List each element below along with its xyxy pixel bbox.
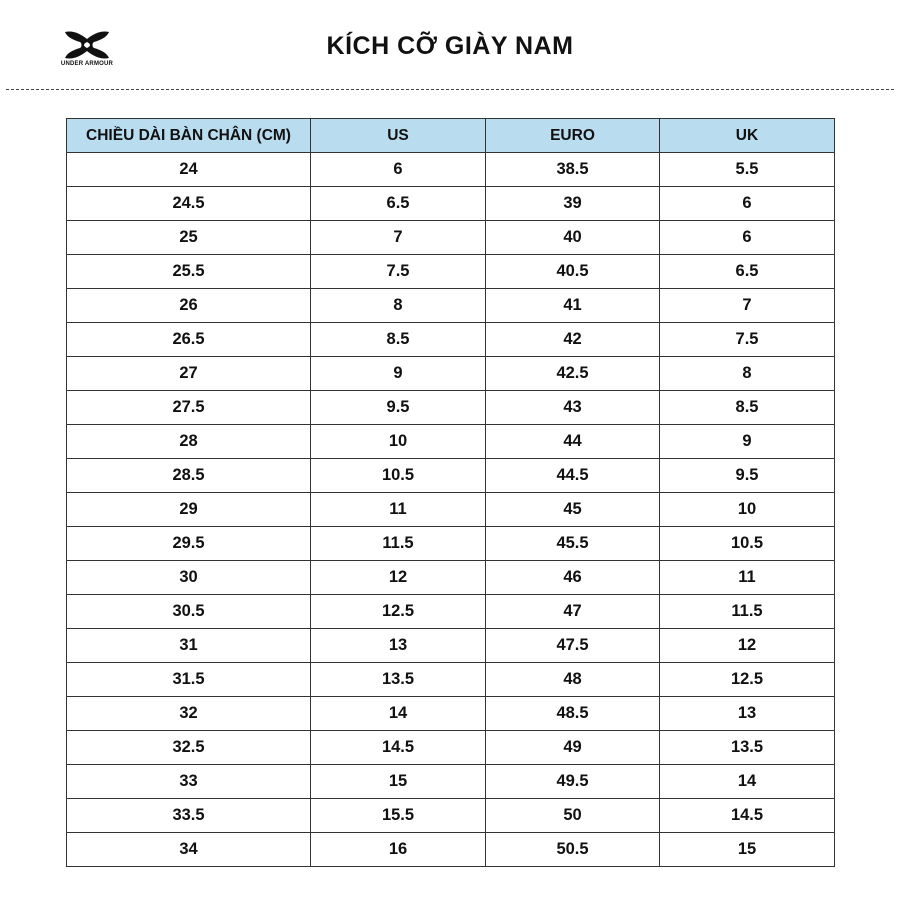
table-cell: 6 (660, 221, 835, 255)
table-row (67, 561, 835, 595)
table-row (67, 323, 835, 357)
table-cell: 13 (311, 629, 486, 663)
table-cell: 6 (660, 187, 835, 221)
table-row (67, 629, 835, 663)
table-row (67, 731, 835, 765)
column-header: EURO (486, 119, 660, 153)
table-cell: 50 (486, 799, 660, 833)
table-row (67, 289, 835, 323)
table-cell: 43 (486, 391, 660, 425)
table-cell: 10 (311, 425, 486, 459)
page-title: KÍCH CỠ GIÀY NAM (326, 32, 574, 60)
table-cell: 14 (311, 697, 486, 731)
table-cell: 5.5 (660, 153, 835, 187)
table-cell: 6.5 (660, 255, 835, 289)
brand-name: UNDER ARMOUR (60, 61, 114, 67)
table-cell: 44.5 (486, 459, 660, 493)
column-header: CHIỀU DÀI BÀN CHÂN (CM) (67, 119, 311, 153)
table-cell: 45 (486, 493, 660, 527)
table-cell: 12 (311, 561, 486, 595)
table-cell: 28 (67, 425, 311, 459)
table-cell: 44 (486, 425, 660, 459)
table-row (67, 833, 835, 867)
table-cell: 7 (660, 289, 835, 323)
table-cell: 10.5 (311, 459, 486, 493)
table-cell: 8 (311, 289, 486, 323)
table-cell: 6.5 (311, 187, 486, 221)
table-cell: 49.5 (486, 765, 660, 799)
table-cell: 7.5 (660, 323, 835, 357)
table-cell: 32.5 (67, 731, 311, 765)
table-row (67, 765, 835, 799)
table-cell: 48.5 (486, 697, 660, 731)
table-cell: 39 (486, 187, 660, 221)
table-cell: 10 (660, 493, 835, 527)
table-cell: 25 (67, 221, 311, 255)
table-cell: 33 (67, 765, 311, 799)
table-cell: 45.5 (486, 527, 660, 561)
table-cell: 12 (660, 629, 835, 663)
table-cell: 24.5 (67, 187, 311, 221)
table-cell: 24 (67, 153, 311, 187)
table-row (67, 595, 835, 629)
table-cell: 11 (660, 561, 835, 595)
table-cell: 31.5 (67, 663, 311, 697)
table-row (67, 357, 835, 391)
table-cell: 14.5 (660, 799, 835, 833)
table-cell: 14 (660, 765, 835, 799)
table-cell: 26.5 (67, 323, 311, 357)
table-cell: 40.5 (486, 255, 660, 289)
table-cell: 12.5 (311, 595, 486, 629)
table-cell: 13.5 (311, 663, 486, 697)
table-cell: 49 (486, 731, 660, 765)
table-row (67, 255, 835, 289)
table-cell: 15.5 (311, 799, 486, 833)
table-cell: 9.5 (660, 459, 835, 493)
table-cell: 29 (67, 493, 311, 527)
table-cell: 11.5 (311, 527, 486, 561)
table-cell: 33.5 (67, 799, 311, 833)
table-cell: 32 (67, 697, 311, 731)
table-row (67, 425, 835, 459)
table-cell: 30 (67, 561, 311, 595)
table-cell: 27 (67, 357, 311, 391)
table-cell: 28.5 (67, 459, 311, 493)
table-cell: 14.5 (311, 731, 486, 765)
table-row (67, 527, 835, 561)
table-row (67, 153, 835, 187)
table-row (67, 493, 835, 527)
table-cell: 47 (486, 595, 660, 629)
table-row (67, 221, 835, 255)
table-cell: 47.5 (486, 629, 660, 663)
table-row (67, 663, 835, 697)
table-cell: 40 (486, 221, 660, 255)
table-cell: 7 (311, 221, 486, 255)
table-row (67, 459, 835, 493)
table-cell: 27.5 (67, 391, 311, 425)
table-cell: 48 (486, 663, 660, 697)
table-cell: 13.5 (660, 731, 835, 765)
table-cell: 15 (311, 765, 486, 799)
table-cell: 7.5 (311, 255, 486, 289)
table-cell: 42.5 (486, 357, 660, 391)
table-cell: 38.5 (486, 153, 660, 187)
dashed-divider (6, 89, 894, 90)
table-cell: 30.5 (67, 595, 311, 629)
size-chart-table (66, 118, 835, 867)
table-cell: 41 (486, 289, 660, 323)
table-cell: 9 (660, 425, 835, 459)
table-cell: 42 (486, 323, 660, 357)
table-body (67, 153, 835, 867)
column-header: US (311, 119, 486, 153)
table-cell: 46 (486, 561, 660, 595)
table-row (67, 799, 835, 833)
table-cell: 11.5 (660, 595, 835, 629)
table-row (67, 697, 835, 731)
table-cell: 29.5 (67, 527, 311, 561)
table-cell: 8 (660, 357, 835, 391)
table-cell: 25.5 (67, 255, 311, 289)
table-cell: 9 (311, 357, 486, 391)
table-row (67, 391, 835, 425)
table-cell: 34 (67, 833, 311, 867)
table-cell: 50.5 (486, 833, 660, 867)
table-cell: 8.5 (311, 323, 486, 357)
column-header: UK (660, 119, 835, 153)
table-cell: 10.5 (660, 527, 835, 561)
table-cell: 16 (311, 833, 486, 867)
table-cell: 8.5 (660, 391, 835, 425)
table-cell: 6 (311, 153, 486, 187)
table-cell: 15 (660, 833, 835, 867)
table-cell: 12.5 (660, 663, 835, 697)
table-row (67, 187, 835, 221)
table-cell: 13 (660, 697, 835, 731)
table-cell: 11 (311, 493, 486, 527)
table-cell: 26 (67, 289, 311, 323)
table-cell: 9.5 (311, 391, 486, 425)
table-cell: 31 (67, 629, 311, 663)
table-header-row (67, 119, 835, 153)
